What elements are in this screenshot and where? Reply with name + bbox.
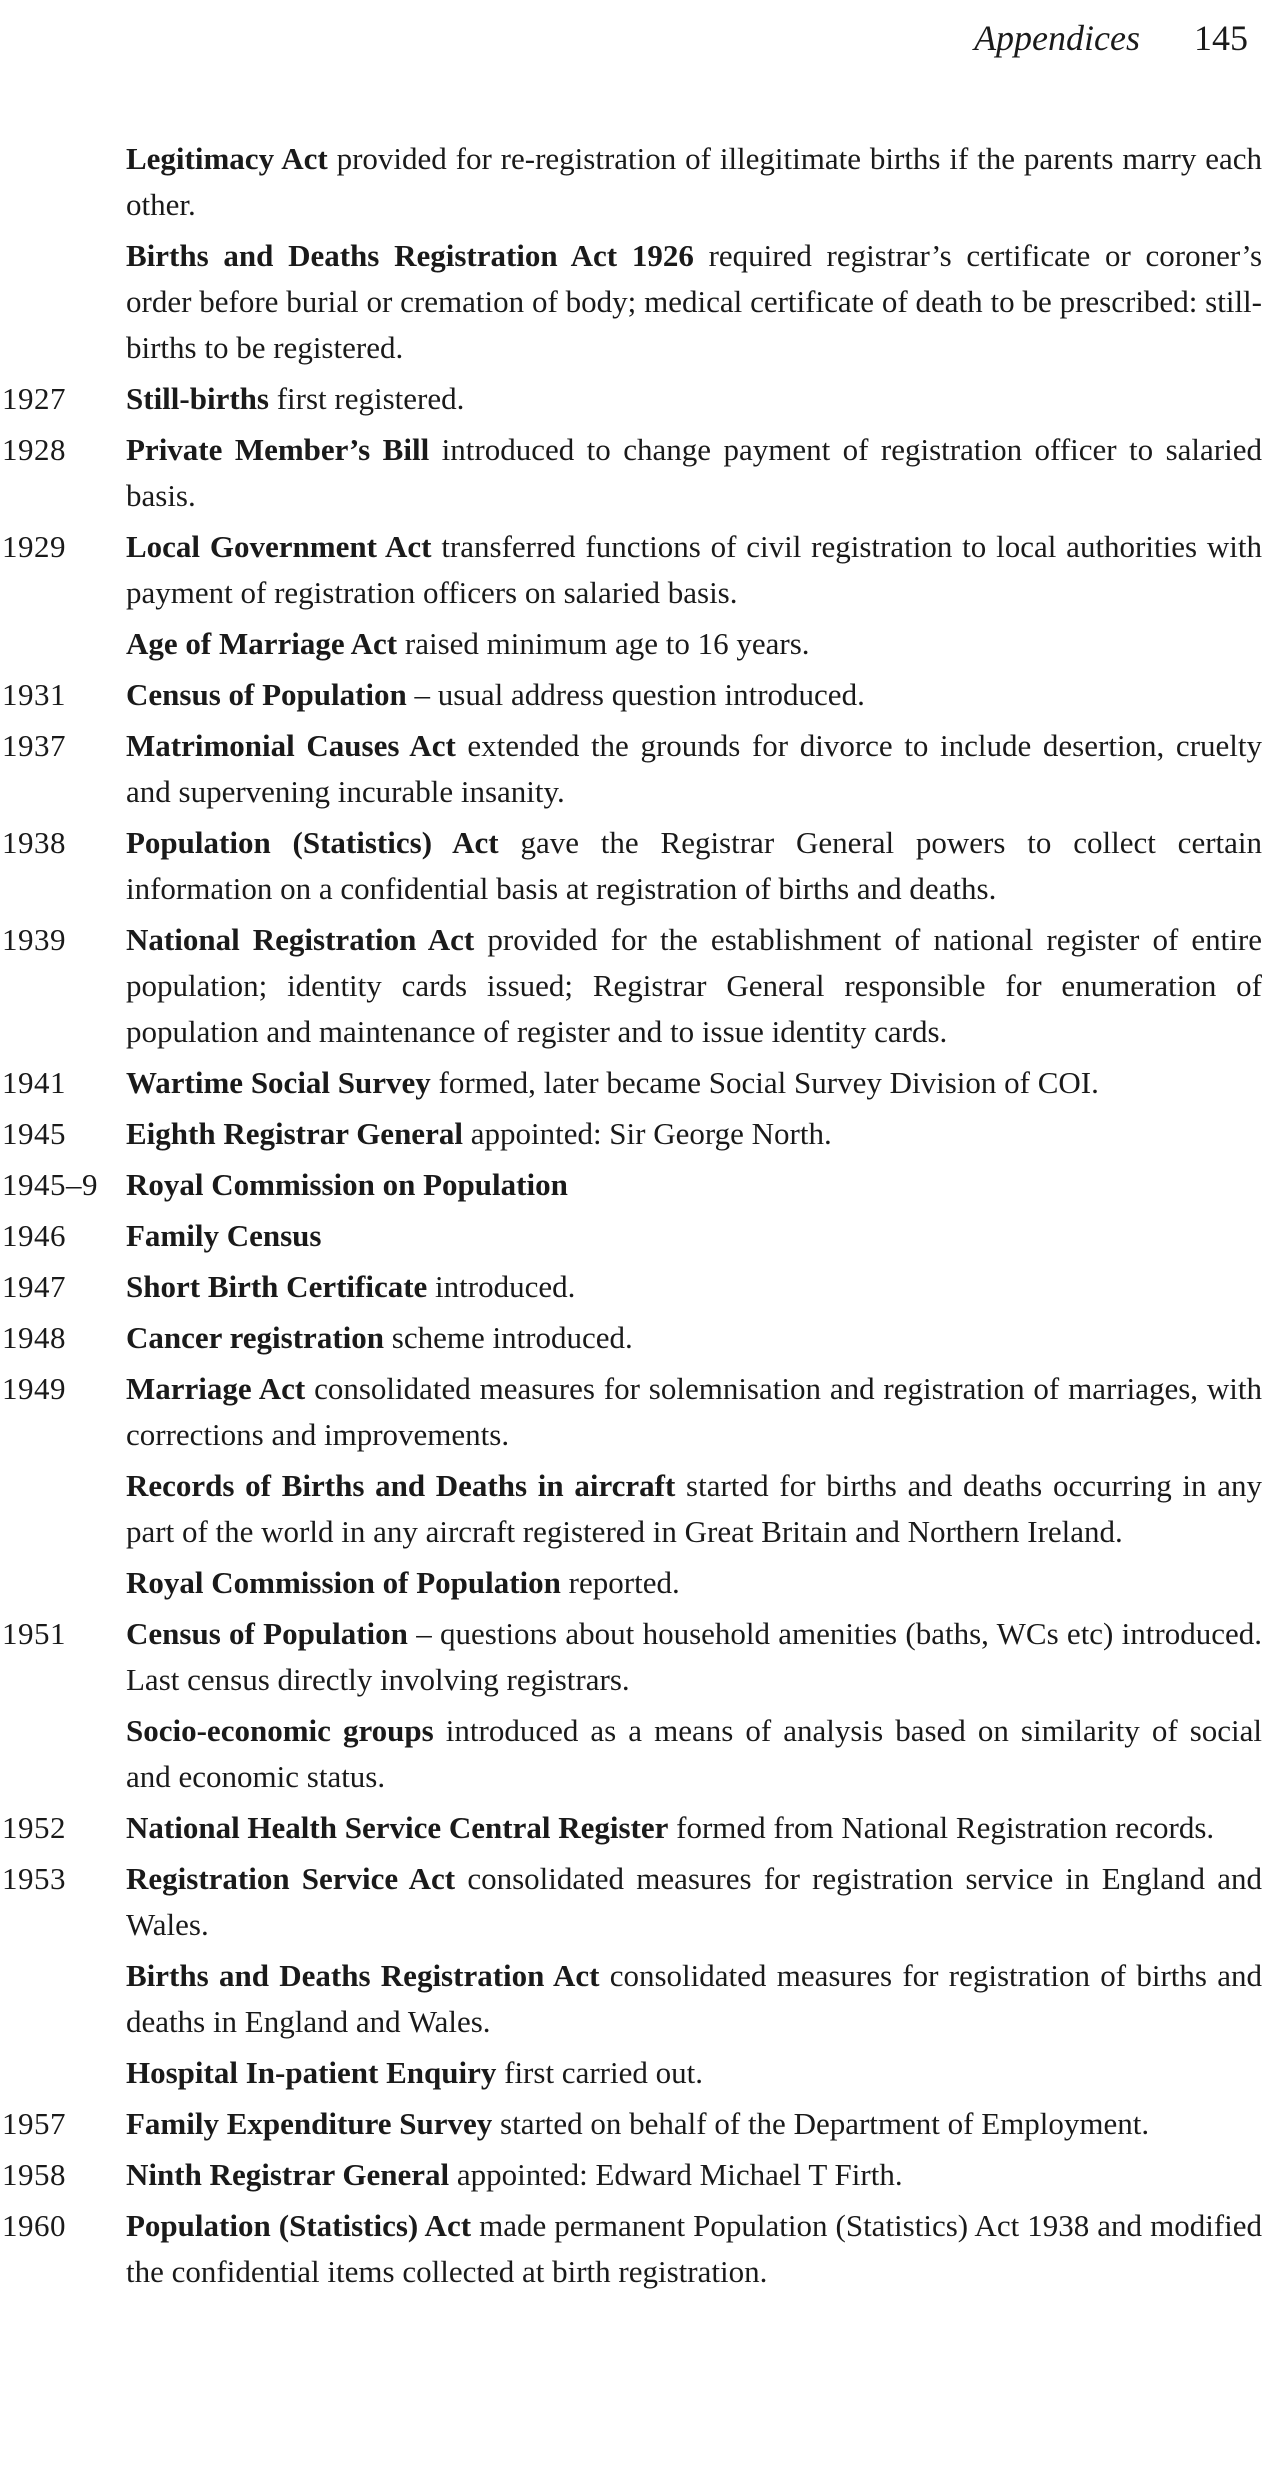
chronology-entry	[0, 621, 1262, 667]
entry-title: Private Member’s Bill	[126, 432, 430, 467]
running-head	[974, 14, 1248, 62]
entry-year: 1947	[2, 1269, 66, 1304]
entry-description: made permanent Population (Statistics) Act 1938 and modified the confidential items collected at birth registration.	[126, 2208, 1263, 2289]
entry-description: first carried out.	[504, 2055, 703, 2090]
page-number: 145	[1194, 18, 1248, 58]
entry-year: 1927	[2, 381, 66, 416]
entry-year: 1931	[2, 677, 66, 712]
entry-description: provided for re-registration of illegitimate births if the parents marry each other.	[126, 141, 1262, 222]
chronology-entry	[0, 233, 1262, 371]
entry-title: Wartime Social Survey	[126, 1065, 431, 1100]
entry-year: 1941	[2, 1065, 66, 1100]
entry-year: 1939	[2, 922, 66, 957]
entry-title: Marriage Act	[126, 1371, 306, 1406]
entry-title: Census of Population	[126, 1616, 408, 1651]
entry-title: Socio-economic groups	[126, 1713, 434, 1748]
entry-description: appointed: Edward Michael T Firth.	[456, 2157, 903, 2192]
chronology-entry	[0, 376, 1262, 422]
entry-title: Local Government Act	[126, 529, 432, 564]
chronology-entry	[0, 1953, 1262, 2045]
entry-description: provided for the establishment of national register of entire population; identity cards issued; Registrar General responsible for enumeration of population and maintenance of register and to issue identity cards.	[126, 922, 1262, 1049]
entry-year: 1945–9	[2, 1167, 98, 1202]
entry-title: Still-births	[126, 381, 269, 416]
chronology-entry	[0, 1463, 1262, 1555]
entry-title: Cancer registration	[126, 1320, 384, 1355]
entry-description: reported.	[568, 1565, 680, 1600]
entry-title: Matrimonial Causes Act	[126, 728, 456, 763]
entry-title: Royal Commission of Population	[126, 1565, 561, 1600]
entry-year: 1951	[2, 1616, 66, 1651]
entry-description: started for births and deaths occurring in any part of the world in any aircraft registered in Great Britain and Northern Ireland.	[126, 1468, 1263, 1549]
chronology-list	[0, 136, 1262, 2300]
entry-year: 1949	[2, 1371, 66, 1406]
entry-description: consolidated measures for solemnisation and registration of marriages, with corrections and improvements.	[126, 1371, 1262, 1452]
entry-title: Records of Births and Deaths in aircraft	[126, 1468, 676, 1503]
entry-description: consolidated measures for registration service in England and Wales.	[126, 1861, 1263, 1942]
entry-description: raised minimum age to 16 years.	[404, 626, 810, 661]
entry-title: Short Birth Certificate	[126, 1269, 428, 1304]
chronology-entry	[0, 2101, 1262, 2147]
entry-description: formed, later became Social Survey Division of COI.	[438, 1065, 1099, 1100]
chronology-entry	[0, 427, 1262, 519]
entry-title: Hospital In-patient Enquiry	[126, 2055, 497, 2090]
entry-title: Births and Deaths Registration Act	[126, 1958, 600, 1993]
entry-description: – questions about household amenities (baths, WCs etc) introduced. Last census directly involving registrars.	[126, 1616, 1262, 1697]
chronology-entry	[0, 1708, 1262, 1800]
entry-title: Population (Statistics) Act	[126, 2208, 472, 2243]
entry-description: extended the grounds for divorce to include desertion, cruelty and supervening incurable insanity.	[126, 728, 1263, 809]
entry-year: 1958	[2, 2157, 66, 2192]
entry-year: 1946	[2, 1218, 66, 1253]
chronology-entry	[0, 820, 1262, 912]
entry-year: 1953	[2, 1861, 66, 1896]
entry-year: 1957	[2, 2106, 66, 2141]
chronology-entry	[0, 1366, 1262, 1458]
chronology-entry	[0, 2050, 1262, 2096]
entry-title: Royal Commission on Population	[126, 1167, 568, 1202]
entry-year: 1928	[2, 432, 66, 467]
entry-year: 1929	[2, 529, 66, 564]
entry-title: Age of Marriage Act	[126, 626, 398, 661]
entry-year: 1952	[2, 1810, 66, 1845]
entry-description: formed from National Registration records.	[676, 1810, 1215, 1845]
entry-title: Births and Deaths Registration Act 1926	[126, 238, 694, 273]
chronology-entry	[0, 1060, 1262, 1106]
chronology-entry	[0, 1162, 1262, 1208]
entry-title: Ninth Registrar General	[126, 2157, 450, 2192]
entry-description: introduced to change payment of registration officer to salaried basis.	[126, 432, 1262, 513]
entry-year: 1937	[2, 728, 66, 763]
chronology-entry	[0, 1856, 1262, 1948]
entry-title: Family Census	[126, 1218, 322, 1253]
entry-title: National Health Service Central Register	[126, 1810, 669, 1845]
chronology-entry	[0, 2152, 1262, 2198]
entry-title: Census of Population	[126, 677, 407, 712]
chronology-entry	[0, 1560, 1262, 1606]
chronology-entry	[0, 1111, 1262, 1157]
entry-description: introduced.	[435, 1269, 576, 1304]
entry-year: 1938	[2, 825, 66, 860]
entry-year: 1945	[2, 1116, 66, 1151]
entry-description: first registered.	[276, 381, 465, 416]
entry-description: scheme introduced.	[391, 1320, 633, 1355]
entry-title: Population (Statistics) Act	[126, 825, 499, 860]
entry-title: National Registration Act	[126, 922, 475, 957]
chronology-entry	[0, 917, 1262, 1055]
chronology-entry	[0, 1264, 1262, 1310]
entry-description: required registrar’s certificate or coroner’s order before burial or cremation of body; medical certificate of death to be prescribed: still-births to be registered.	[126, 238, 1263, 365]
section-title: Appendices	[974, 18, 1140, 58]
entry-title: Family Expenditure Survey	[126, 2106, 493, 2141]
entry-year: 1960	[2, 2208, 66, 2243]
entry-year: 1948	[2, 1320, 66, 1355]
chronology-entry	[0, 1611, 1262, 1703]
chronology-entry	[0, 1805, 1262, 1851]
chronology-entry	[0, 672, 1262, 718]
chronology-entry	[0, 136, 1262, 228]
entry-description: started on behalf of the Department of Employment.	[500, 2106, 1150, 2141]
entry-description: consolidated measures for registration of births and deaths in England and Wales.	[126, 1958, 1263, 2039]
chronology-entry	[0, 524, 1262, 616]
chronology-entry	[0, 1213, 1262, 1259]
chronology-entry	[0, 723, 1262, 815]
entry-description: transferred functions of civil registration to local authorities with payment of registration officers on salaried basis.	[126, 529, 1262, 610]
entry-title: Registration Service Act	[126, 1861, 456, 1896]
chronology-entry	[0, 1315, 1262, 1361]
entry-description: – usual address question introduced.	[414, 677, 865, 712]
chronology-entry	[0, 2203, 1262, 2295]
entry-title: Eighth Registrar General	[126, 1116, 463, 1151]
entry-description: introduced as a means of analysis based on similarity of social and economic status.	[126, 1713, 1263, 1794]
entry-title: Legitimacy Act	[126, 141, 328, 176]
entry-description: appointed: Sir George North.	[470, 1116, 832, 1151]
entry-description: gave the Registrar General powers to collect certain information on a confidential basis at registration of births and deaths.	[126, 825, 1263, 906]
